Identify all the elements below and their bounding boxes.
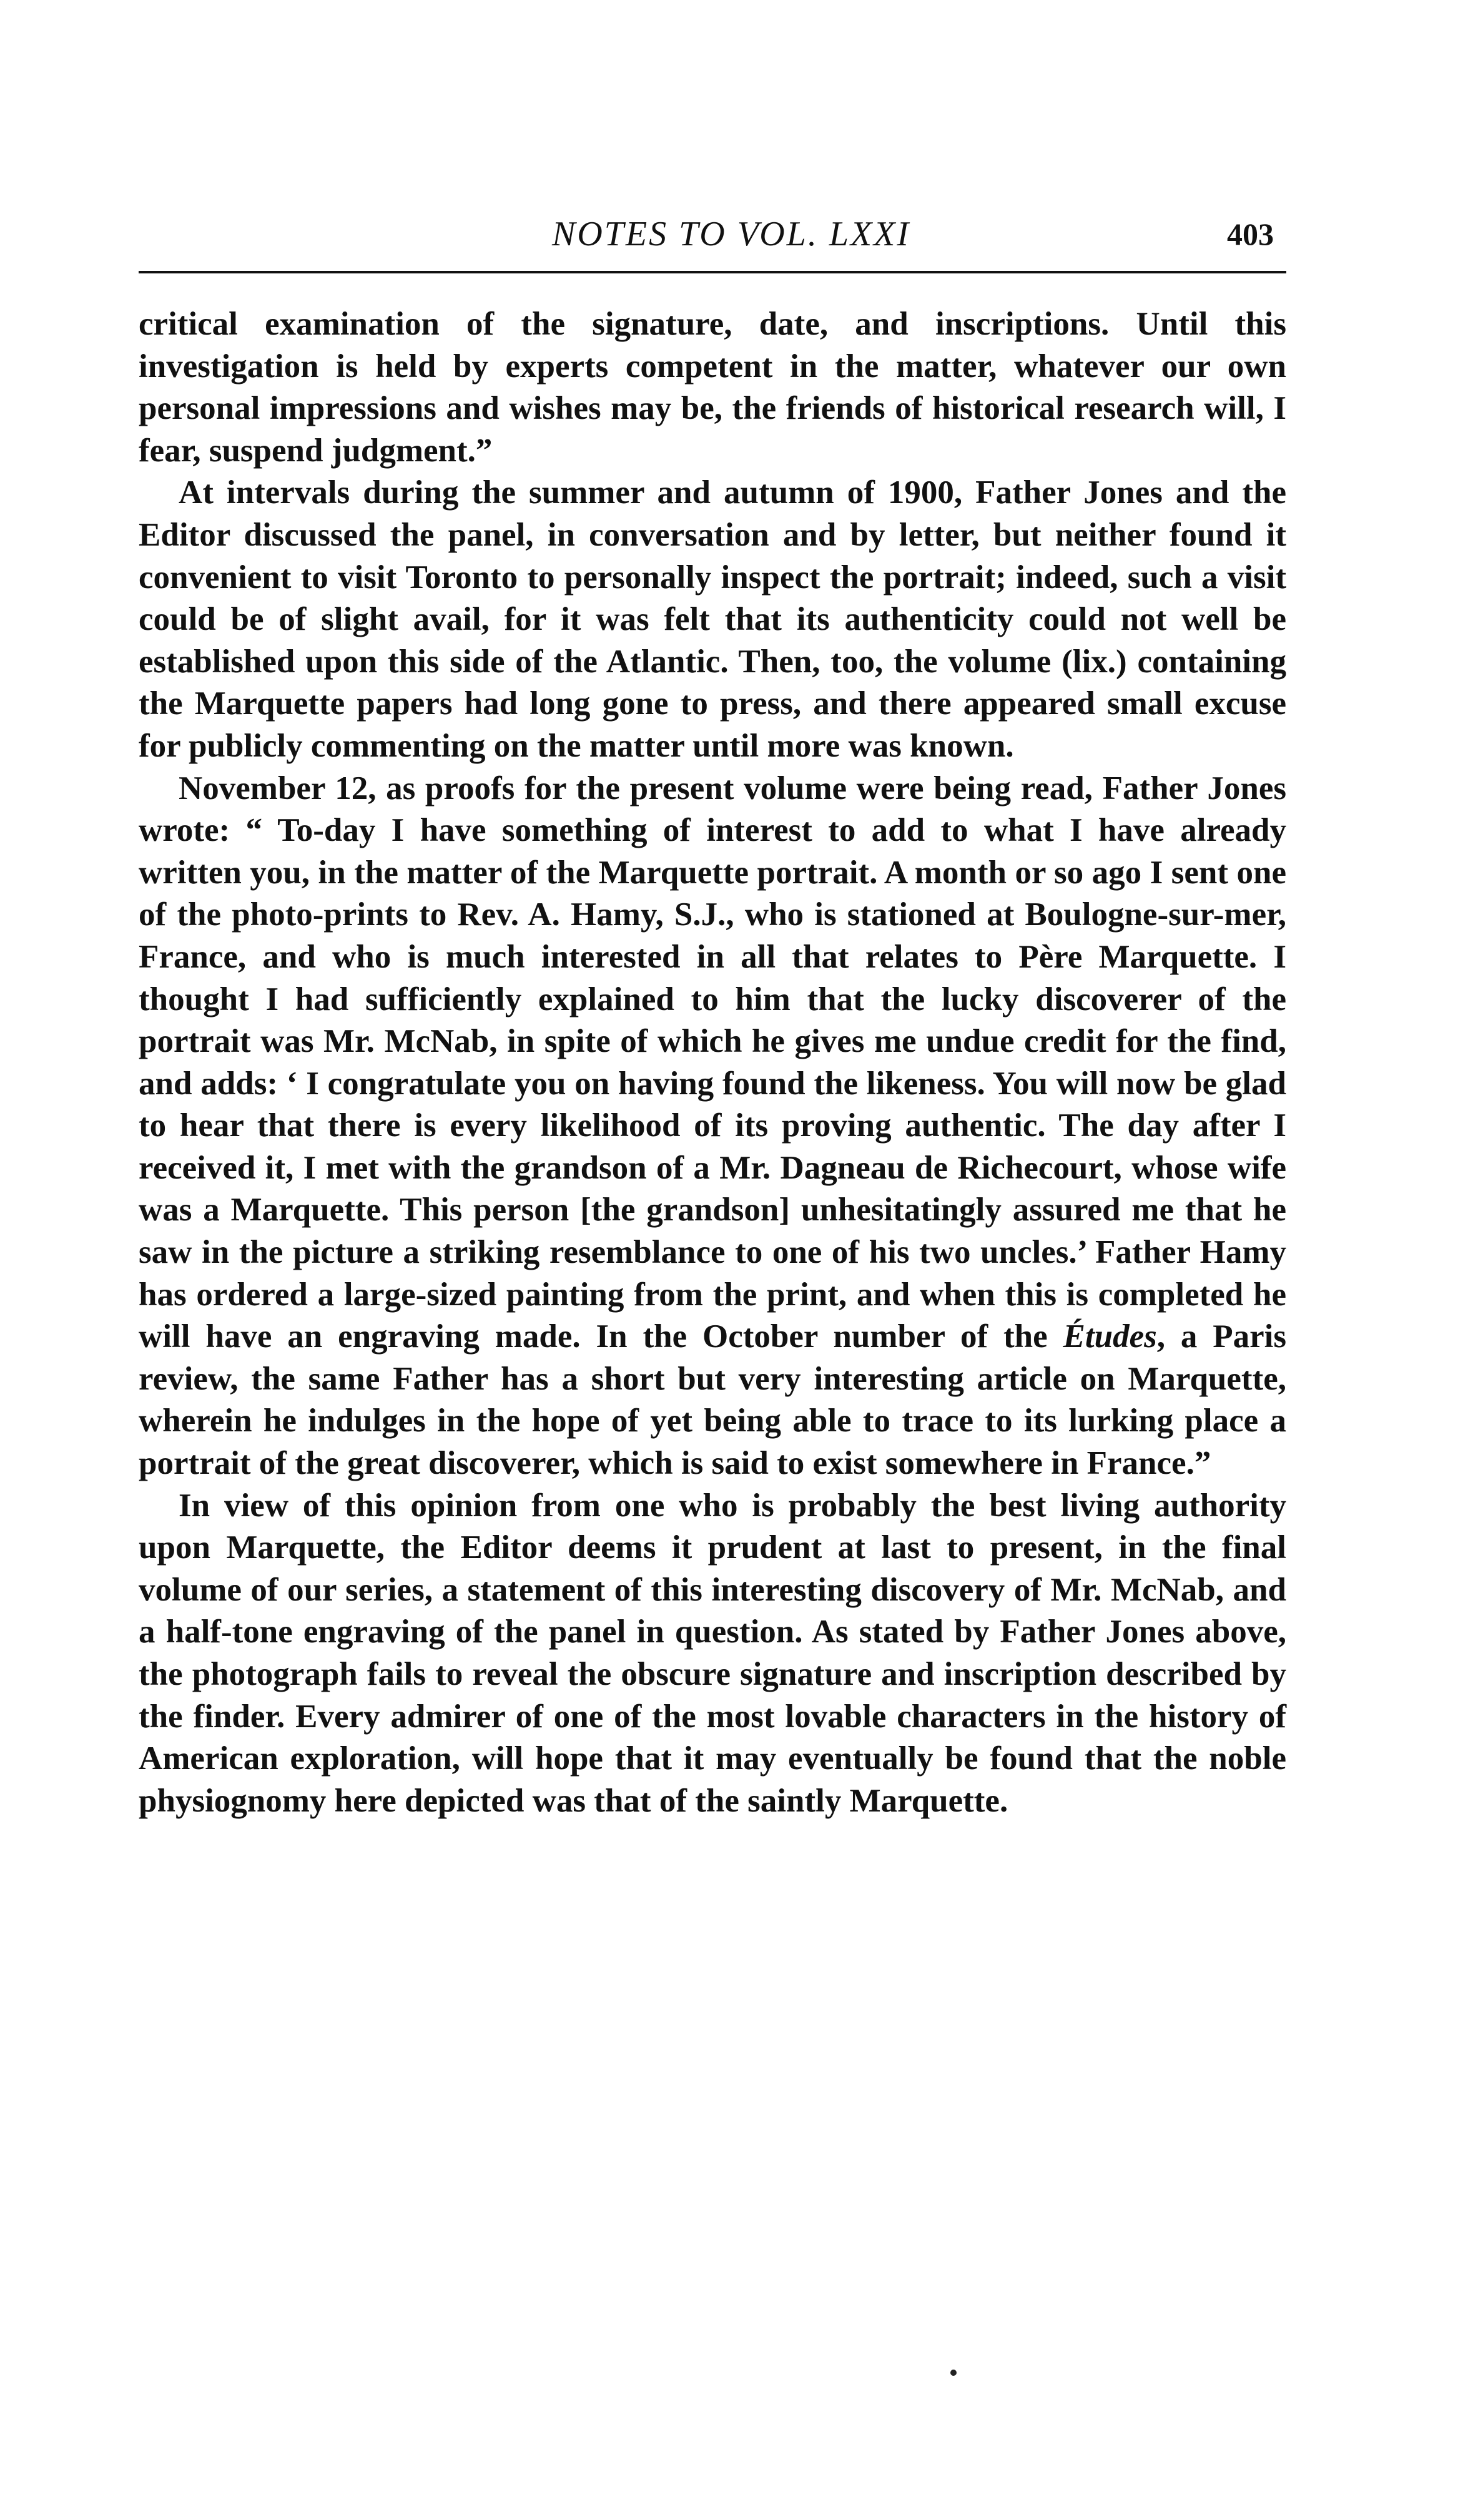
paragraph-november-text: November 12, as proofs for the present volume were being read, Father Jones wrote: “ To-day I have something of interest to add to what I have already written you, in the matter of the Marquette portrait. A month or so ago I sent one of the photo-prints to Rev. A. Hamy, S.J., who is stationed at Boulogne-sur-mer, France, and who is much interested in all that relates to Père Marquette. I thought I had sufficiently explained to him that the lucky discoverer of the portrait was Mr. McNab, in spite of which he gives me undue credit for the find, and adds: ‘ I congratulate you on having found the likeness. You will now be glad to hear that there is every likelihood of its proving authentic. The day after I received it, I met with the grandson of a Mr. Dagneau de Richecourt, whose wife was a Marquette. This person [the grandson] unhesitatingly assured me that he saw in the picture a striking resemblance to one of his two uncles.’ Father Hamy has ordered a large-sized painting from the print, and when this is completed he will have an engraving made. In the October number of the xyxy=(139,770,1286,1355)
paragraph-intervals: At intervals during the summer and autumn of 1900, Father Jones and the Editor discussed the panel, in conversation and by letter, but neither found it convenient to visit Toronto to personally inspect the portrait; indeed, such a visit could be of slight avail, for it was felt that its authenticity could not well be established upon this side of the Atlantic. Then, too, the volume (lix.) containing the Marquette papers had long gone to press, and there appeared small excuse for publicly commenting on the matter until more was known. xyxy=(139,474,1286,764)
etudes-title: Études xyxy=(1063,1318,1157,1355)
paragraph-in-view: In view of this opinion from one who is probably the best living authority upon Marquette, the Editor deems it prudent at last to present, in the final volume of our series, a statement of this interesting discovery of Mr. McNab, and a half-tone engraving of the panel in question. As stated by Father Jones above, the photograph fails to reveal the obscure signature and inscription described by the finder. Every admirer of one of the most lovable characters in the history of American exploration, will hope that it may eventually be found that the noble physiognomy here depicted was that of the saintly Marquette. xyxy=(139,1487,1286,1819)
printer-dot-mark xyxy=(950,2370,957,2376)
running-title: NOTES TO VOL. LXXI xyxy=(551,215,911,253)
paragraph-november-after: , a Paris review, the same Father has a short but very interesting article on Marquette, wherein he indulges in the hope of yet being able to trace to its lurking place a portrait of the great discoverer, which is said to exist somewhere in France.” xyxy=(139,1318,1287,1482)
header-rule xyxy=(139,271,1286,273)
paragraph-november xyxy=(139,768,1286,1485)
page-number: 403 xyxy=(1227,217,1274,252)
running-head xyxy=(139,211,1286,257)
body-text xyxy=(139,303,1286,1822)
paragraph-continuation: critical examination of the signature, date, and inscriptions. Until this investigation is held by experts competent in the matter, whatever our own personal impressions and wishes may be, the friends of historical research will, I fear, suspend judgment.” xyxy=(139,306,1286,469)
